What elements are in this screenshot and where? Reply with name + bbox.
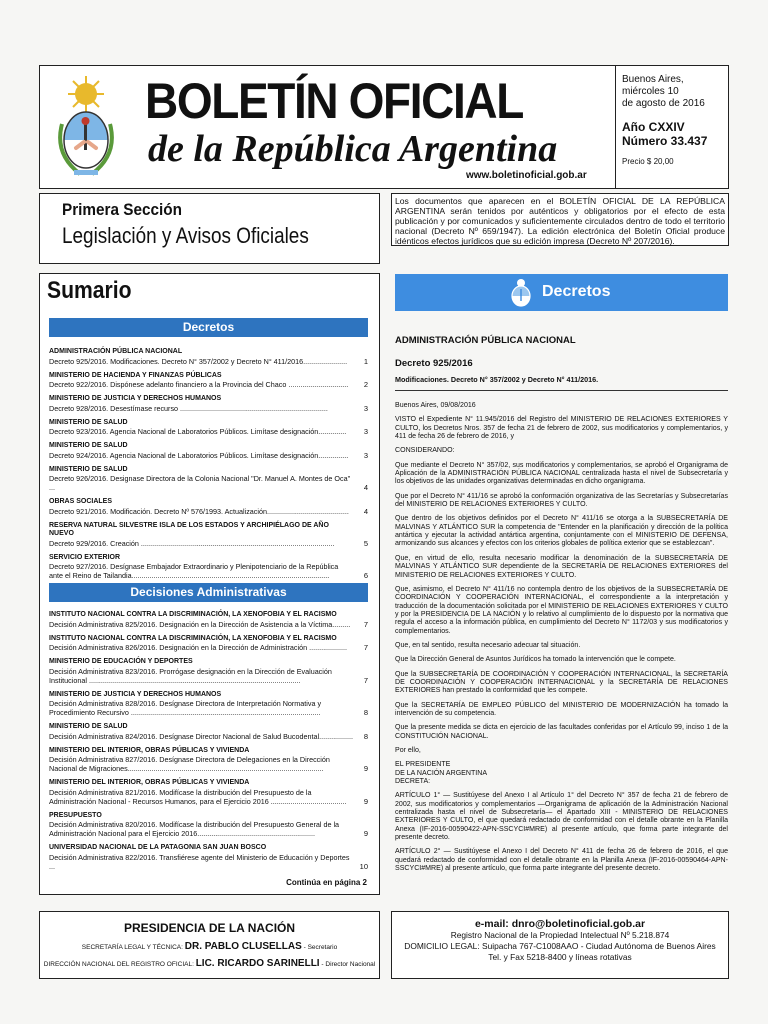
entry-organization: MINISTERIO DE SALUD — [49, 418, 128, 426]
footer-credits — [39, 911, 380, 979]
article-paragraph: Que por el Decreto N° 411/16 se aprobó la conformación organizativa de las Secretarías y Subsecretarías del MINISTERIO DE RELACIONES EXTERIORES Y CULTO. — [395, 492, 728, 509]
sumario-entry[interactable] — [49, 691, 370, 718]
entry-title: Decisión Administrativa 827/2016. Desígnase Directora de Delegaciones en la Dirección Nacional de Migraciones.................................................................................................. — [49, 755, 330, 773]
entry-page-number: 9 — [363, 796, 368, 806]
entry-page-number: 7 — [363, 619, 368, 629]
place-date-line: de agosto de 2016 — [622, 98, 705, 109]
contact-email[interactable]: e-mail: dnro@boletinoficial.gob.ar — [474, 918, 646, 930]
argentina-shield-icon — [509, 278, 533, 307]
entry-title: Decreto 925/2016. Modificaciones. Decreto N° 357/2002 y Decreto N° 411/2016...................... — [49, 356, 348, 366]
sumario-entry[interactable] — [49, 395, 370, 413]
sumario-entry[interactable] — [49, 554, 370, 581]
entry-title: Decreto 921/2016. Modificación. Decreto Nº 576/1993. Actualización......................................... — [49, 506, 349, 516]
article-organization: ADMINISTRACIÓN PÚBLICA NACIONAL — [395, 335, 576, 346]
continua-link[interactable]: Continúa en página 2 — [286, 878, 367, 887]
masthead — [39, 65, 729, 189]
entry-organization: MINISTERIO DE SALUD — [49, 465, 128, 473]
edition-price: Precio $ 20,00 — [622, 157, 674, 166]
entry-title: Decisión Administrativa 823/2016. Prorrógase designación en la Dirección de Evaluación Institucional .......................................................................................................... — [49, 666, 332, 685]
entry-organization: UNIVERSIDAD NACIONAL DE LA PATAGONIA SAN JUAN BOSCO — [49, 844, 267, 851]
entry-organization: MINISTERIO DEL INTERIOR, OBRAS PÚBLICAS Y VIVIENDA — [49, 746, 250, 754]
entry-organization: MINISTERIO DEL INTERIOR, OBRAS PÚBLICAS Y VIVIENDA — [49, 779, 250, 786]
article-paragraph: Que, asimismo, el Decreto N° 411/16 no contempla dentro de los objetivos de la SUBSECRETARÍA DE COORDINACIÓN Y COOPERACIÓN INTERNACIONAL, el correspondiente a la interpretación y traducción de la documentación solicitada por el MINISTERIO DE RELACIONES EXTERIORES Y CULTO y por la PRESIDENCIA DE LA NACIÓN y lo relativo al cumplimiento de lo dispuesto por la normativa que regula el acceso a la información pública, en cumplimiento del Decreto N° 1172/03 y sus modificatorios y complementarios. — [395, 585, 728, 635]
entry-title: Decreto 929/2016. Creación ................................................................................................. — [49, 538, 335, 548]
entry-title: Decisión Administrativa 820/2016. Modifícase la distribución del Presupuesto General de la Administración Nacional para el Ejercicio 2016........................................................... — [49, 820, 340, 838]
entry-page-number: 8 — [363, 731, 368, 741]
sumario-entry[interactable] — [49, 779, 370, 806]
sumario-decisiones-list — [49, 611, 370, 877]
entry-title: Decisión Administrativa 821/2016. Modifícase la distribución del Presupuesto de la Administración Nacional - Recursos Humanos, para el Ejercicio 2016 ...................................... — [49, 787, 347, 806]
entry-page-number: 2 — [363, 380, 368, 389]
section-box — [39, 193, 380, 264]
sumario — [39, 273, 380, 895]
entry-page-number: 4 — [363, 506, 368, 516]
entry-organization: MINISTERIO DE SALUD — [49, 723, 128, 730]
staff-label: SECRETARÍA LEGAL Y TÉCNICA: — [81, 944, 183, 951]
place-date-line: miércoles 10 — [622, 86, 679, 97]
article-paragraph: VISTO el Expediente N° 11.945/2016 del Registro del MINISTERIO DE RELACIONES EXTERIORES Y CULTO, los Decretos Nros. 357 de fecha 21 de febrero de 2002, sus modificatorios y complementarios, y 411 de fecha 26 de febrero de 2016, y — [395, 416, 728, 441]
entry-page-number: 8 — [363, 708, 368, 717]
entry-page-number: 10 — [359, 861, 368, 871]
decretos-banner — [395, 274, 728, 311]
sumario-decretos-bar: Decretos — [49, 318, 368, 337]
entry-title: Decreto 924/2016. Agencia Nacional de Laboratorios Públicos. Limítase designación............... — [49, 450, 349, 460]
entry-title: Decisión Administrativa 825/2016. Designación en la Dirección de Asistencia a la Víctima......... — [49, 619, 351, 629]
entry-title: Decreto 928/2016. Desestímase recurso .......................................................................... — [49, 403, 328, 413]
entry-organization: MINISTERIO DE JUSTICIA Y DERECHOS HUMANOS — [49, 395, 222, 402]
article-paragraph: Que dentro de los objetivos definidos por el Decreto N° 411/16 se otorga a la SUBSECRETARÍA DE MALVINAS Y ATLÁNTICO SUR la competencia de "Entender en la planificación y dirección de la política antártica y ejecutar la actividad antártica argentina, conjuntamente con el MINISTERIO DE DEFENSA, armonizando sus alcances y efectos con los criterios globales de política exterior que se establezcan". — [395, 515, 728, 548]
staff-label: DIRECCIÓN NACIONAL DEL REGISTRO OFICIAL: — [43, 961, 194, 968]
article-paragraph: Que la Dirección General de Asuntos Jurídicos ha tomado la intervención que le compete. — [395, 656, 676, 664]
sumario-entry[interactable] — [49, 658, 370, 685]
place-date-line: Buenos Aires, — [622, 74, 684, 85]
site-url[interactable]: www.boletinoficial.gob.ar — [466, 170, 587, 181]
staff-role: - Director Nacional — [321, 961, 376, 968]
staff-role: - Secretario — [303, 944, 338, 951]
entry-page-number: 1 — [363, 356, 368, 366]
legal-note: Los documentos que aparecen en el BOLETÍN OFICIAL DE LA REPÚBLICA ARGENTINA serán tenidos por auténticos y obligatorios por el efecto de esta publicación y por comunicados y suficientemente circulados dentro de todo el territorio nacional (Decreto Nº 659/1947). La edición electrónica del Boletín Oficial produce idénticos efectos jurídicos que su edición impresa (Decreto Nº 207/2016). — [391, 193, 729, 246]
entry-title: Decisión Administrativa 828/2016. Desígnase Directora de Interpretación Normativa y Procedimiento Recursivo ............................................................................................... — [49, 699, 322, 717]
sumario-entry[interactable] — [49, 723, 370, 741]
article-paragraph: Que mediante el Decreto N° 357/02, sus modificatorios y complementarios, se aprobó el Organigrama de Aplicación de la ADMINISTRACIÓN PÚBLICA NACIONAL centralizada hasta el nivel de Subsecretaría y los objetivos de las unidades organizativas determinadas en dicho organigrama. — [395, 461, 728, 486]
entry-page-number: 4 — [363, 483, 368, 492]
article-paragraph: Por ello, — [395, 747, 421, 754]
entry-title: Decisión Administrativa 824/2016. Desígnase Director Nacional de Salud Bucodental................. — [49, 731, 354, 741]
telefono-line: Tel. y Fax 5218-8400 y líneas rotativas — [488, 952, 632, 962]
article-paragraph: Que la presente medida se dicta en ejercicio de las facultades conferidas por el Artículo 99, inciso 1 de la CONSTITUCIÓN NACIONAL. — [395, 724, 728, 740]
sumario-entry[interactable] — [49, 747, 370, 774]
decree-article — [395, 335, 728, 879]
entry-organization: INSTITUTO NACIONAL CONTRA LA DISCRIMINACIÓN, LA XENOFOBIA Y EL RACISMO — [49, 634, 337, 642]
entry-page-number: 3 — [363, 450, 368, 460]
sumario-entry[interactable] — [49, 844, 370, 871]
signatory-line: EL PRESIDENTE — [395, 761, 451, 769]
sumario-decretos-list — [49, 348, 370, 586]
sumario-entry[interactable] — [49, 372, 370, 390]
signatory-line: DE LA NACIÓN ARGENTINA — [395, 769, 488, 777]
edition-number: Número 33.437 — [622, 134, 708, 148]
domicilio-line: DOMICILIO LEGAL: Suipacha 767-C1008AAO - Ciudad Autónoma de Buenos Aires — [404, 941, 716, 951]
signatory-line: DECRETA: — [395, 778, 431, 786]
entry-title: Decreto 922/2016. Dispónese adelanto financiero a la Provincia del Chaco .............................. — [49, 380, 349, 389]
entry-title: Decreto 923/2016. Agencia Nacional de Laboratorios Públicos. Limítase designación.............. — [49, 427, 347, 436]
section-name: Primera Sección — [62, 200, 182, 219]
sumario-entry[interactable] — [49, 442, 370, 460]
sumario-entry[interactable] — [49, 635, 370, 653]
section-description: Legislación y Avisos Oficiales — [62, 223, 309, 248]
entry-page-number: 3 — [363, 403, 368, 413]
entry-organization: PRESUPUESTO — [49, 811, 102, 819]
argentina-coat-of-arms-icon — [50, 74, 122, 180]
edition-info — [622, 74, 726, 168]
sumario-entry[interactable] — [49, 466, 370, 493]
entry-organization: MINISTERIO DE HACIENDA Y FINANZAS PÚBLICAS — [49, 371, 222, 379]
sumario-decisiones-bar: Decisiones Administrativas — [49, 583, 368, 602]
entry-page-number: 9 — [363, 829, 368, 838]
entry-title: Decisión Administrativa 826/2016. Designación en la Dirección de Administración ................... — [49, 643, 348, 652]
edition-year: Año CXXIV — [622, 120, 685, 134]
sumario-entry[interactable] — [49, 522, 370, 548]
sumario-title: Sumario — [47, 277, 132, 304]
article-paragraph: Que la SUBSECRETARÍA DE COORDINACIÓN Y COOPERACIÓN INTERNACIONAL, la SECRETARÍA DE COORDINACIÓN Y COOPERACIÓN INTERNACIONAL y la SECRETARÍA DE RELACIONES EXTERIORES han prestado la conformidad que les compete. — [395, 670, 728, 695]
sumario-entry[interactable] — [49, 348, 370, 366]
entry-page-number: 7 — [363, 675, 368, 685]
article-paragraph: Buenos Aires, 09/08/2016 — [395, 402, 476, 409]
article-paragraph: Que la SECRETARÍA DE EMPLEO PÚBLICO del MINISTERIO DE MODERNIZACIÓN ha tomado la intervención de su competencia. — [395, 701, 728, 717]
article-decree-number: Decreto 925/2016 — [395, 358, 473, 369]
sumario-entry[interactable] — [49, 611, 370, 629]
entry-organization: MINISTERIO DE JUSTICIA Y DERECHOS HUMANOS — [49, 690, 222, 698]
article-rule — [395, 390, 728, 391]
registro-line: Registro Nacional de la Propiedad Intelectual Nº 5.218.874 — [450, 930, 670, 940]
header-divider — [615, 66, 616, 188]
article-paragraph: CONSIDERANDO: — [395, 447, 455, 455]
article-paragraph: Que, en virtud de ello, resulta necesario modificar la denominación de la SUBSECRETARÍA DE MALVINAS Y ATLÁNTICO SUR dependiente de la SECRETARÍA DE RELACIONES EXTERIORES del MINISTERIO DE RELACIONES EXTERIORES Y CULTO. — [395, 554, 728, 579]
sumario-entry[interactable] — [49, 812, 370, 839]
sumario-entry[interactable] — [49, 498, 370, 516]
decretos-banner-label: Decretos — [542, 283, 611, 300]
entry-organization: MINISTERIO DE EDUCACIÓN Y DEPORTES — [49, 658, 193, 665]
entry-page-number: 9 — [363, 764, 368, 773]
entry-organization: INSTITUTO NACIONAL CONTRA LA DISCRIMINACIÓN, LA XENOFOBIA Y EL RACISMO — [49, 611, 337, 618]
entry-organization: RESERVA NATURAL SILVESTRE ISLA DE LOS ESTADOS Y ARCHIPIÉLAGO DE AÑO NUEVO — [49, 521, 329, 537]
sumario-entry[interactable] — [49, 419, 370, 437]
newspaper-title: BOLETÍN OFICIAL — [145, 73, 523, 129]
entry-title: Decreto 926/2016. Designase Directora de la Colonia Nacional "Dr. Manuel A. Montes de Oca" ... — [49, 474, 351, 492]
article-body — [395, 402, 728, 873]
footer-contact — [391, 911, 729, 979]
presidencia-title: PRESIDENCIA DE LA NACIÓN — [123, 921, 296, 935]
article-paragraph: Que, en tal sentido, resulta necesario adecuar tal situación. — [395, 641, 581, 649]
entry-organization: OBRAS SOCIALES — [49, 498, 113, 505]
article-subject: Modificaciones. Decreto N° 357/2002 y Decreto N° 411/2016. — [395, 375, 599, 384]
newspaper-subtitle: de la República Argentina — [148, 128, 558, 170]
entry-organization: SERVICIO EXTERIOR — [49, 553, 121, 561]
entry-title: Decisión Administrativa 822/2016. Transfiérese agente del Ministerio de Educación y Deportes ... — [49, 852, 350, 871]
staff-secretaria — [40, 941, 379, 952]
article-clause: ARTÍCULO 2° — Sustitúyese el Anexo I del Decreto N° 411 de fecha 26 de febrero de 2016, el que quedará redactado de conformidad con el detalle obrante en la Planilla Anexa (IF-2016-00590464-APN-SSCYCI#MRE) al presente artículo, que forma parte integrante del presente decreto. — [395, 848, 728, 873]
entry-page-number: 6 — [363, 571, 368, 580]
entry-title: Decreto 927/2016. Desígnase Embajador Extraordinario y Plenipotenciario de la República ante el Reino de Tailandia................................................................................................... — [49, 562, 339, 580]
entry-organization: ADMINISTRACIÓN PÚBLICA NACIONAL — [49, 348, 183, 355]
staff-direccion — [40, 958, 379, 969]
entry-page-number: 3 — [363, 427, 368, 436]
staff-name: LIC. RICARDO SARINELLI — [195, 958, 320, 969]
entry-organization: MINISTERIO DE SALUD — [49, 442, 128, 449]
staff-name: DR. PABLO CLUSELLAS — [184, 941, 302, 952]
entry-page-number: 7 — [363, 643, 368, 652]
article-clause: ARTÍCULO 1° — Sustitúyese del Anexo I al Artículo 1° del Decreto N° 357 de fecha 21 de febrero de 2002, sus modificatorios y complementarios —Organigrama de aplicación de la Administración Nacional centralizada hasta el nivel de Subsecretaría— el Apartado XIII - MINISTERIO DE RELACIONES EXTERIORES Y CULTO, el que quedará redactado de conformidad con el detalle obrante en la Planilla Anexa (IF-2016-00590422-APN-SSCYCI#MRE) al presente artículo, que forma parte integrante del presente decreto. — [395, 792, 728, 842]
entry-page-number: 5 — [363, 538, 368, 548]
